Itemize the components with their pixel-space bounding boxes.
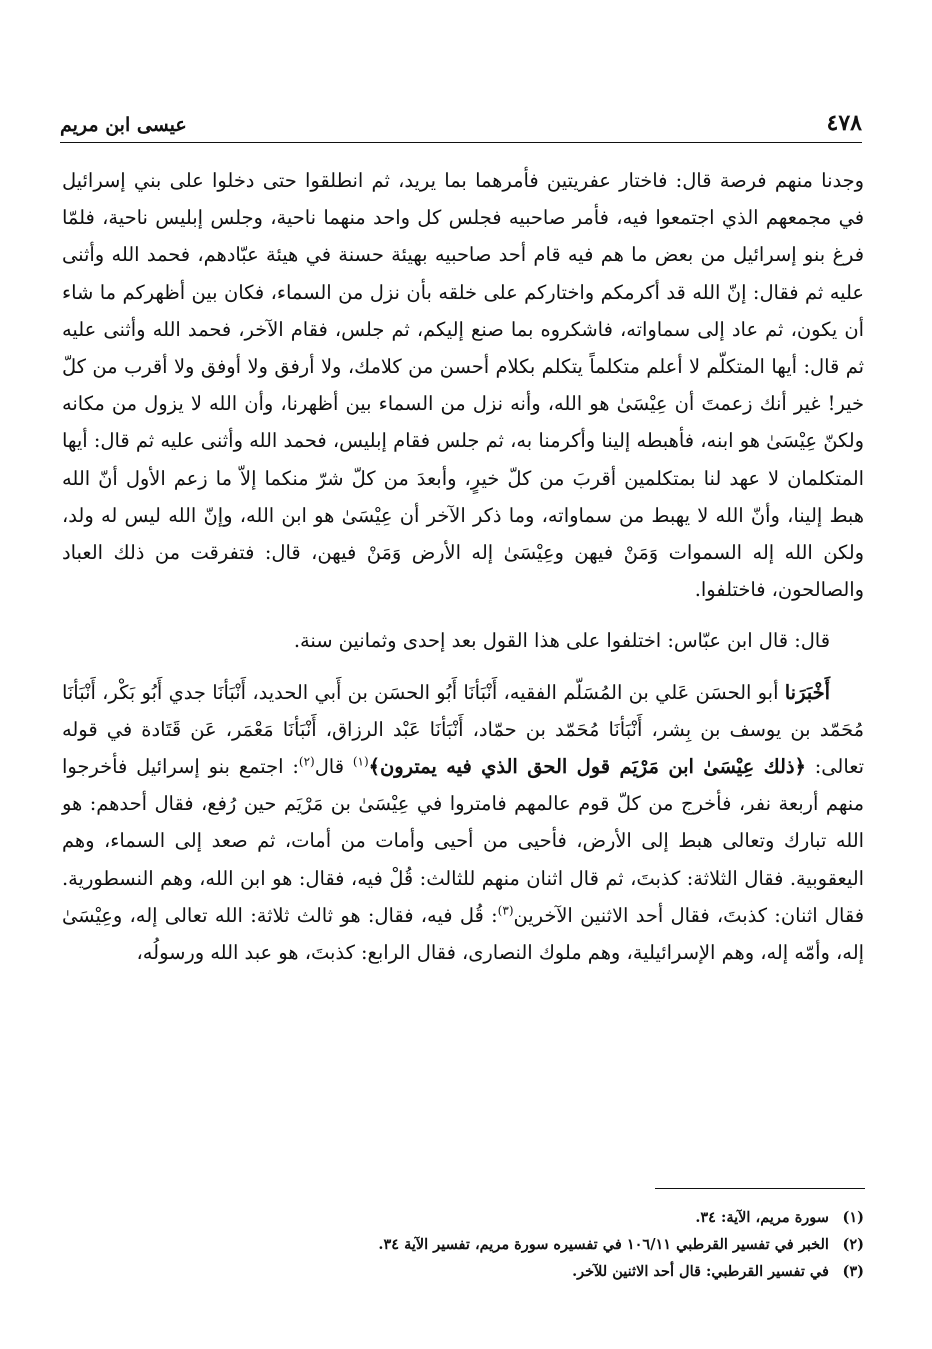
isnad-text: أبو الحسَن عَلي بن المُسَلّم الفقيه، أَنْبَأنَا أَبُو الحسَن بن أَبي الحديد، أَنْبَأنَا جدي أَبُو بَكْر، أَنْبَأنَا مُحَمّد بن يوسف بن بِشر، أَنْبَأنَا مُحَمّد بن حمّاد، أَنْبَأنَا عَبْد الرزاق، أَنْبَأنَا مَعْمَر، عَن قَتَادة في قوله تعالى:: [62, 680, 864, 779]
footnote-ref-1[interactable]: (١): [352, 754, 369, 769]
footnote-number: (١): [842, 1209, 864, 1226]
footnote-text: الخبر في تفسير القرطبي ١٠٦/١١ في تفسيره سورة مريم، تفسير الآية ٣٤.: [378, 1236, 829, 1253]
main-text: [62, 162, 864, 971]
footnote-number: (٢): [842, 1236, 864, 1253]
narration-text-1: قال: [314, 755, 353, 779]
footnote-number: (٣): [842, 1263, 864, 1280]
paragraph-3: [62, 674, 864, 972]
footnote-item: [62, 1204, 864, 1231]
footnote-ref-2[interactable]: (٢): [298, 754, 315, 769]
footnote-ref-3[interactable]: (٣): [497, 903, 514, 918]
page-header: [60, 96, 862, 143]
paragraph-2: قال: قال ابن عبّاس: اختلفوا على هذا القول بعد إحدى وثمانين سنة.: [293, 629, 830, 653]
page-number: ٤٧٨: [826, 110, 862, 136]
quran-verse: ﴿ذلك عِيْسَىٰ ابن مَرْيَم قول الحق الذي فيه يمترون﴾: [368, 755, 806, 779]
footnote-item: [62, 1231, 864, 1258]
narration-text-3: : قُل فيه، فقال: هو ثالث ثلاثة: الله تعالى إله، وعِيْسَىٰ إله، وأمّه إله، وهم الإسرائيلية، وهم ملوك النصارى، فقال الرابع: كذبتَ، هو عبد الله ورسولُه،: [62, 903, 864, 965]
akhbarana-keyword: أَخْبَرَنا: [784, 680, 830, 704]
narration-text-2: : اجتمع بنو إسرائيل فأخرجوا منهم أربعة نفر، فأخرج من كلّ قوم عالمهم فامتروا في عِيْسَىٰ بن مَرْيَم حين رُفع، فقال أحدهم: هو الله تبارك وتعالى هبط إلى الأرض، فأحيى من أحيى وأمات من أمات، ثم صعد إلى السماء، وهم اليعقوبية. فقال الثلاثة: كذبتَ، ثم قال اثنان منهم للثالث: قُلْ فيه، فقال: هو ابن الله، وهم النسطورية. فقال اثنان: كذبتَ، فقال أحد الاثنين الآخرين: [62, 755, 864, 927]
footnote-text: في تفسير القرطبي: قال أحد الاثنين للآخر.: [572, 1263, 829, 1280]
footnote-text: سورة مريم، الآية: ٣٤.: [695, 1209, 829, 1226]
running-title: عيسى ابن مريم: [60, 114, 187, 136]
footnote-item: [62, 1258, 864, 1285]
paragraph-1: وجدنا منهم فرصة قال: فاختار عفريتين فأمرهما بما يريد، ثم انطلقوا حتى دخلوا على بني إسرائيل في مجمعهم الذي اجتمعوا فيه، فأمر صاحبيه فجلس كل واحد منهما ناحية، وجلس إبليس ناحية، فلمّا فرغ بنو إسرائيل من بعض ما هم فيه قام أحد صاحبيه بهيئة حسنة في هيئة عبّادهم، فحمد الله وأثنى عليه ثم فقال: إنّ الله قد أكرمكم واختاركم على خلقه بأن نزل من السماء، فكان بين أظهركم ما شاء أن يكون، ثم عاد إلى سماواته، فاشكروه بما صنع إليكم، ثم جلس، فقام الآخر، فحمد الله وأثنى عليه ثم قال: أيها المتكلّم لا أعلم متكلماً يتكلم بكلام أحسن من كلامك، ولا أرفق ولا أوفق ولا أقرب من كلّ خير! غير أنك زعمتَ أن عِيْسَىٰ هو الله، وأنه نزل من السماء بين أظهرنا، وأن الله لا يزول من مكانه ولكنّ عِيْسَىٰ هو ابنه، فأهبطه إلينا وأكرمنا به، ثم جلس فقام إبليس، فحمد الله وأثنى عليه ثم قال: أيها المتكلمان لا عهد لنا بمتكلمين أقربَ من كلّ خيرٍ، وأبعدَ من كلّ شرّ منكما إلاّ ما زعم الأول أنّ الله هبط إلينا، وأنّ الله لا يهبط من سماواته، وما ذكر الآخر أن عِيْسَىٰ هو ابن الله، وإنّ الله ليس له ولد، ولكن الله إله السموات وَمَنْ فيهن وعِيْسَىٰ إله الأرض وَمَنْ فيهن، قال: فتفرقت من ذلك العباد والصالحون، فاختلفوا.: [62, 169, 864, 602]
footnote-divider: [655, 1188, 865, 1189]
footnotes: [62, 1204, 864, 1285]
